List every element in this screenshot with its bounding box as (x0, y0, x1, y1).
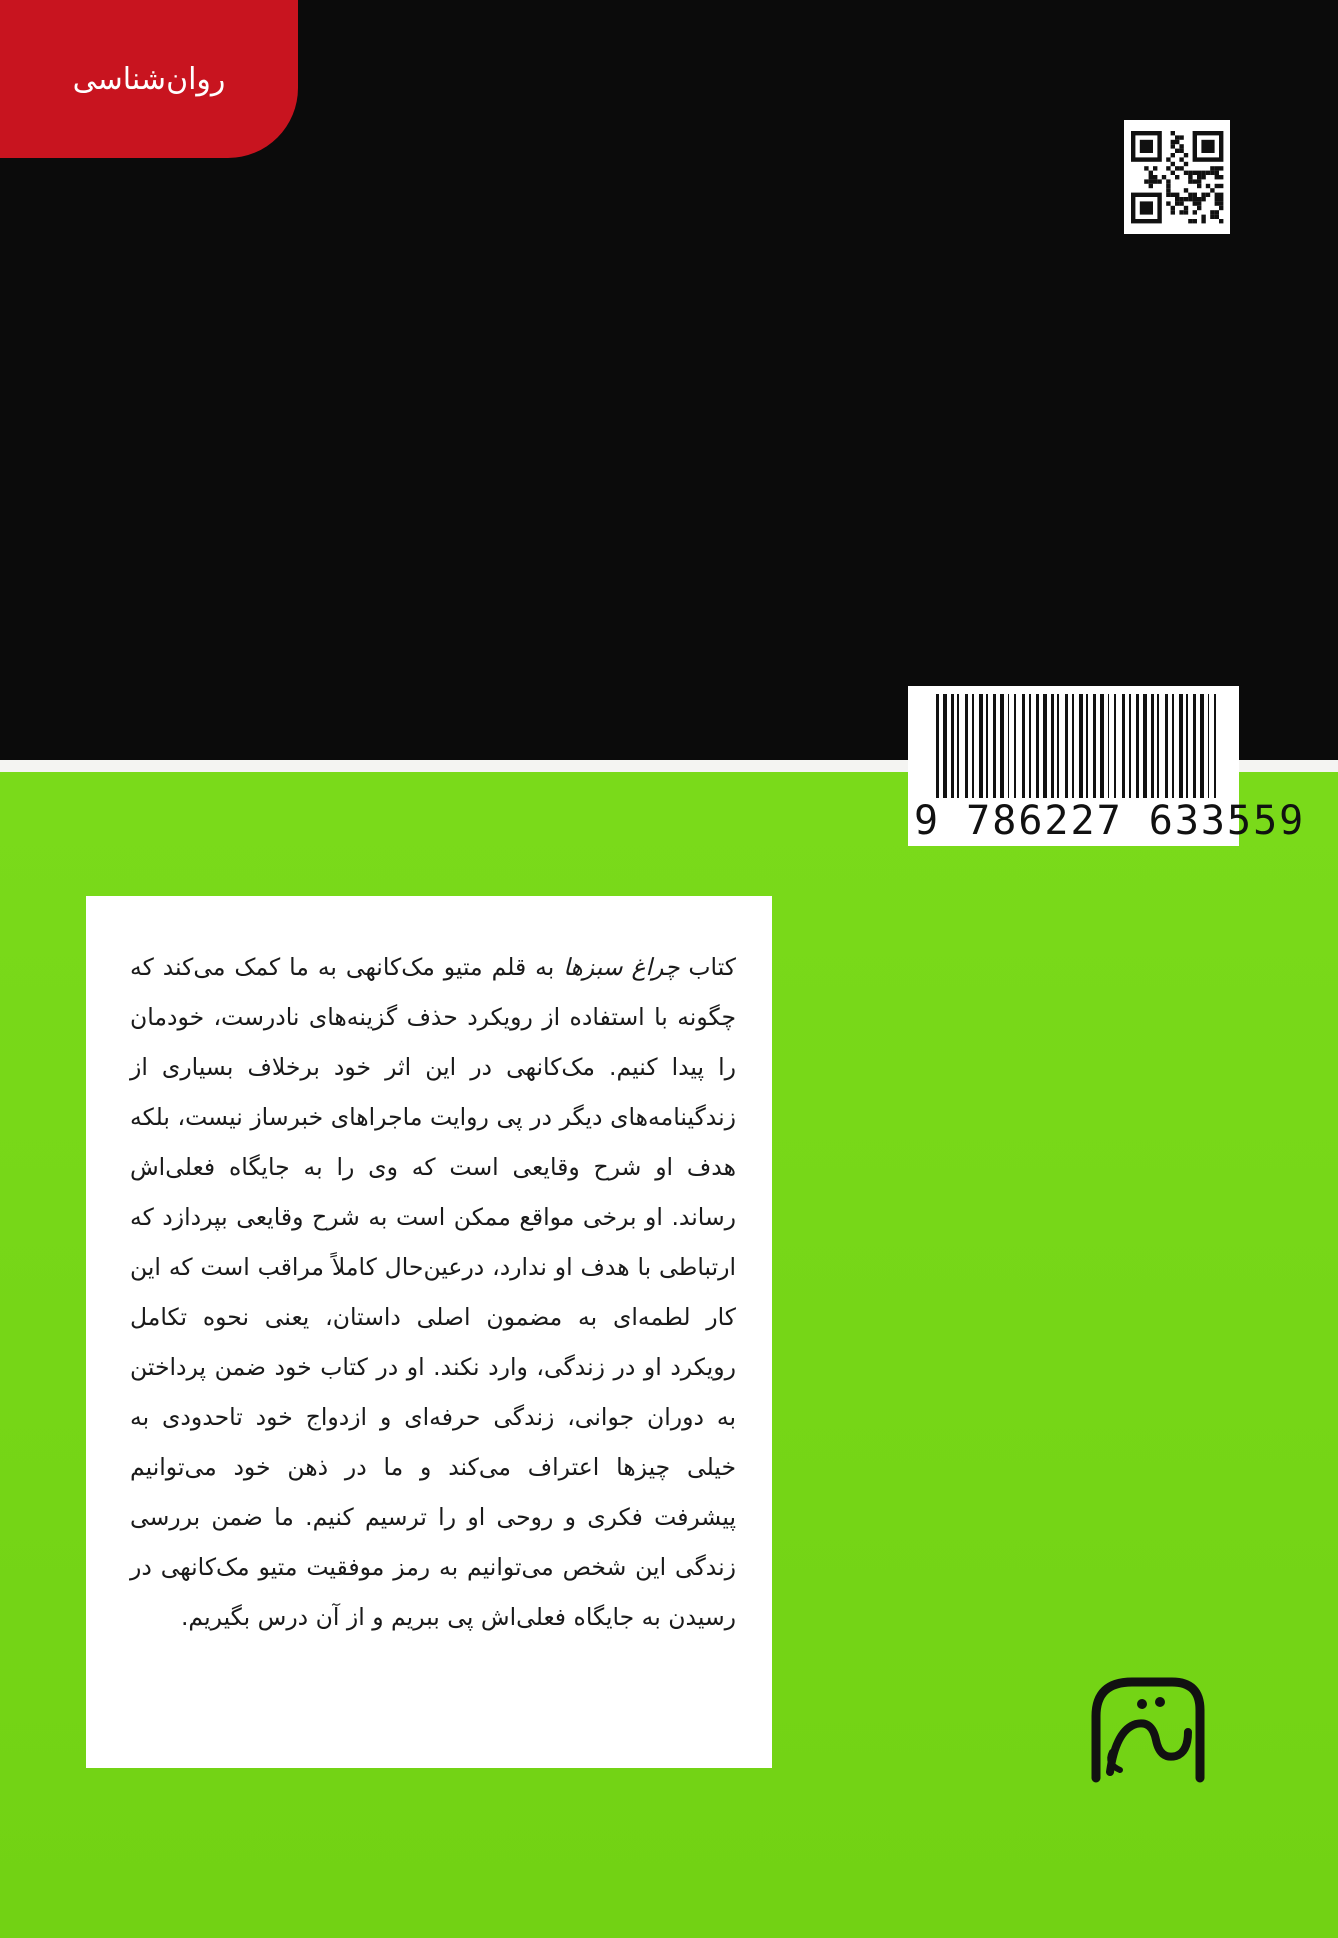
qr-module (1210, 215, 1214, 219)
barcode-bar (1014, 694, 1016, 798)
barcode-bar (965, 694, 968, 798)
barcode-bar (1151, 694, 1154, 798)
qr-module (1193, 179, 1197, 183)
qr-module (1193, 171, 1197, 175)
barcode-bar (1129, 694, 1131, 798)
barcode-bar (1200, 694, 1204, 798)
qr-module (1179, 201, 1183, 205)
qr-module (1175, 201, 1179, 205)
qr-module (1149, 171, 1153, 175)
qr-module (1188, 179, 1192, 183)
barcode-bar (1029, 694, 1031, 798)
barcode-bar (1022, 694, 1025, 798)
qr-module (1171, 140, 1175, 144)
qr-module (1179, 210, 1183, 214)
qr-module (1197, 179, 1201, 183)
qr-module (1179, 144, 1183, 148)
qr-module (1188, 219, 1192, 223)
qr-module (1193, 193, 1197, 197)
qr-module (1184, 171, 1188, 175)
barcode-bar (1214, 694, 1216, 798)
qr-module (1175, 140, 1179, 144)
qr-module (1197, 206, 1201, 210)
qr-module (1171, 206, 1175, 210)
qr-finder-core (1140, 140, 1153, 153)
barcode-bar (993, 694, 996, 798)
qr-module (1162, 175, 1166, 179)
blurb-panel (86, 896, 772, 1768)
qr-module (1215, 215, 1219, 219)
publisher-logo (1076, 1660, 1216, 1800)
qr-module (1215, 210, 1219, 214)
qr-module (1215, 166, 1219, 170)
qr-module (1166, 188, 1170, 192)
barcode-bar (1172, 694, 1174, 798)
qr-module (1179, 157, 1183, 161)
barcode-bar (1165, 694, 1168, 798)
barcode-bar (1043, 694, 1047, 798)
qr-module (1184, 162, 1188, 166)
barcode-bar (1093, 694, 1096, 798)
qr-module (1175, 175, 1179, 179)
qr-module (1179, 149, 1183, 153)
qr-module (1219, 197, 1223, 201)
qr-module (1184, 153, 1188, 157)
qr-module (1188, 197, 1192, 201)
book-title: چراغ سبزها (563, 952, 680, 981)
isbn-digits: 9 786227 633559 (914, 798, 1306, 844)
qr-module (1193, 210, 1197, 214)
qr-module (1171, 210, 1175, 214)
qr-module (1206, 171, 1210, 175)
category-tab (0, 0, 298, 158)
barcode-bar (1072, 694, 1074, 798)
qr-module (1193, 219, 1197, 223)
barcode-bar (1086, 694, 1088, 798)
qr-module (1201, 193, 1205, 197)
qr-module (1179, 135, 1183, 139)
barcode-bar (1208, 694, 1209, 798)
qr-module (1149, 184, 1153, 188)
qr-module (1219, 206, 1223, 210)
qr-module (1184, 206, 1188, 210)
qr-module (1201, 219, 1205, 223)
qr-module (1175, 166, 1179, 170)
isbn-barcode (908, 686, 1306, 846)
qr-module (1188, 193, 1192, 197)
barcode-bar (1000, 694, 1004, 798)
qr-module (1197, 197, 1201, 201)
blurb-body: به قلم متیو مک‌کانهی به ما کمک می‌کند که چگونه با استفاده از رویکرد حذف گزینه‌های نادرست، خودمان را پیدا کنیم. مک‌کانهی در این اثر خود برخلاف بسیاری از زندگینامه‌های دیگر در پی روایت ماجراهای خبرساز نیست، بلکه هدف او شرح وقایعی است که وی را به جایگاه فعلی‌اش رساند. او برخی مواقع ممکن است به شرح وقایعی بپردازد که ارتباطی با هدف او ندارد، درعین‌حال کاملاً مراقب است که این کار لطمه‌ای به مضمون اصلی داستان، یعنی نحوه تکامل رویکرد او در زندگی، وارد نکند. او در کتاب خود ضمن پرداختن به دوران جوانی، زندگی حرفه‌ای و ازدواج خود تاحدودی به خیلی چیزها اعتراف می‌کند و ما در ذهن خود می‌توانیم پیشرفت فکری و روحی او را ترسیم کنیم. ما ضمن بررسی زندگی این شخص می‌توانیم به رمز موفقیت متیو مک‌کانهی در رسیدن به جایگاه فعلی‌اش پی ببریم و از آن درس بگیریم. (130, 952, 736, 1631)
qr-module (1153, 166, 1157, 170)
qr-module (1210, 210, 1214, 214)
qr-module (1157, 179, 1161, 183)
qr-module (1166, 166, 1170, 170)
qr-module (1219, 166, 1223, 170)
qr-module (1149, 179, 1153, 183)
qr-module (1197, 201, 1201, 205)
barcode-bar (1065, 694, 1068, 798)
qr-module (1215, 193, 1219, 197)
qr-module (1188, 175, 1192, 179)
qr-module (1153, 179, 1157, 183)
qr-module (1179, 197, 1183, 201)
qr-module (1219, 219, 1223, 223)
barcode-bar (979, 694, 983, 798)
qr-module (1179, 166, 1183, 170)
barcode-bar (1100, 694, 1104, 798)
qr-module (1171, 131, 1175, 135)
blurb-intro: کتاب (679, 952, 736, 981)
qr-module (1219, 193, 1223, 197)
barcode-bar (1136, 694, 1139, 798)
qr-module (1184, 210, 1188, 214)
qr-module (1193, 201, 1197, 205)
qr-module (1166, 179, 1170, 183)
qr-module (1210, 166, 1214, 170)
qr-module (1193, 197, 1197, 201)
qr-module (1201, 171, 1205, 175)
barcode-bar (1186, 694, 1188, 798)
barcode-bar (1193, 694, 1196, 798)
qr-module (1215, 184, 1219, 188)
qr-module (1219, 175, 1223, 179)
barcode-bar (1179, 694, 1183, 798)
qr-module (1219, 184, 1223, 188)
barcode-bar (1057, 694, 1059, 798)
qr-module (1166, 184, 1170, 188)
qr-module (1149, 175, 1153, 179)
qr-module (1184, 188, 1188, 192)
publisher-logo-graphic (1076, 1660, 1216, 1800)
qr-module (1219, 201, 1223, 205)
barcode-bar (951, 694, 954, 798)
qr-module (1201, 197, 1205, 201)
qr-module (1166, 201, 1170, 205)
qr-module (1184, 197, 1188, 201)
qr-module (1215, 175, 1219, 179)
category-label: روان‌شناسی (72, 61, 226, 97)
barcode-bar (1143, 694, 1147, 798)
barcode-bar (1051, 694, 1054, 798)
qr-module (1188, 171, 1192, 175)
blurb-text (130, 942, 736, 1642)
qr-module (1215, 201, 1219, 205)
barcode-bar (957, 694, 959, 798)
qr-module (1197, 171, 1201, 175)
barcode-bar (1108, 694, 1109, 798)
qr-module (1166, 193, 1170, 197)
qr-module (1171, 153, 1175, 157)
qr-module (1153, 175, 1157, 179)
qr-module (1166, 157, 1170, 161)
barcode-bar (986, 694, 988, 798)
qr-module (1144, 166, 1148, 170)
qr-module (1210, 171, 1214, 175)
qr-module (1201, 175, 1205, 179)
qr-module (1171, 193, 1175, 197)
qr-module (1175, 197, 1179, 201)
qr-module (1144, 179, 1148, 183)
qr-module (1171, 162, 1175, 166)
qr-module (1175, 135, 1179, 139)
qr-module (1197, 175, 1201, 179)
qr-module (1215, 171, 1219, 175)
barcode-bar (1036, 694, 1039, 798)
qr-module (1175, 149, 1179, 153)
qr-finder-core (1201, 140, 1214, 153)
qr-module (1171, 144, 1175, 148)
qr-module (1201, 215, 1205, 219)
barcode-bar (1157, 694, 1159, 798)
qr-module (1215, 197, 1219, 201)
barcode-bar (1008, 694, 1009, 798)
qr-finder-core (1140, 201, 1153, 214)
barcode-bar (943, 694, 947, 798)
barcode-bar (1122, 694, 1125, 798)
barcode-bar (936, 694, 939, 798)
qr-module (1210, 188, 1214, 192)
qr-module (1206, 184, 1210, 188)
barcode-bar (972, 694, 974, 798)
barcode-bar (1114, 694, 1116, 798)
qr-module (1171, 171, 1175, 175)
qr-code (1124, 120, 1230, 234)
barcode-bar (1079, 694, 1083, 798)
qr-module (1175, 193, 1179, 197)
qr-module (1197, 184, 1201, 188)
qr-module (1206, 193, 1210, 197)
